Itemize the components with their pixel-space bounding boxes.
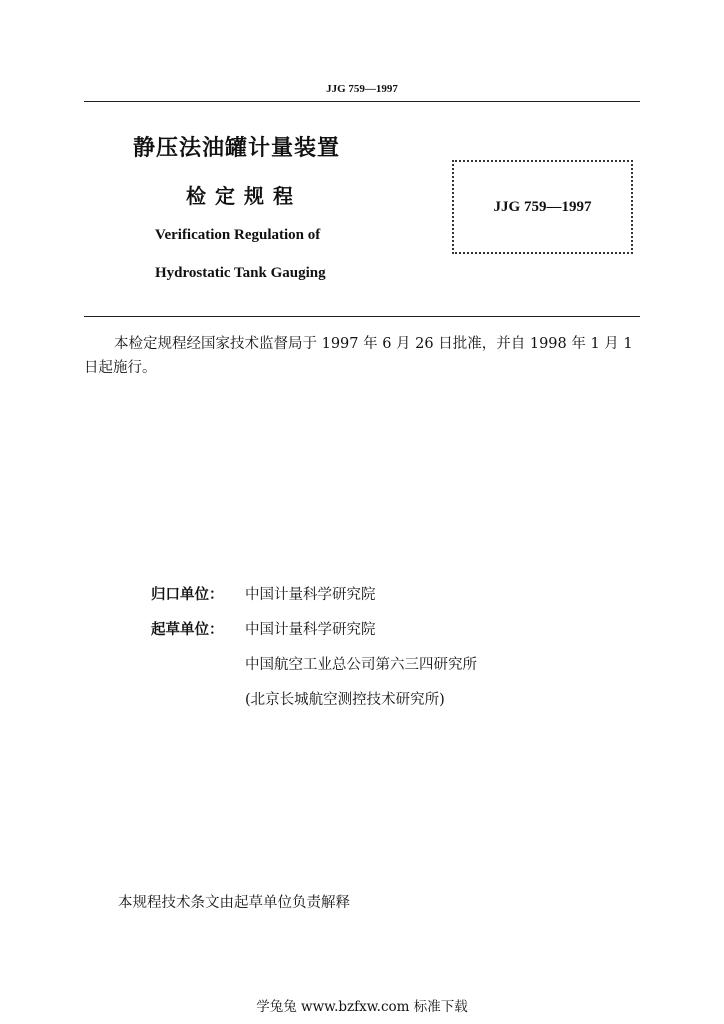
section-rule (84, 316, 640, 317)
drafting-unit-value-1: 中国计量科学研究院 (245, 622, 376, 638)
drafting-unit-value-3: (北京长城航空测控技术研究所) (245, 692, 445, 708)
responsible-unit-label: 归口单位： (151, 587, 224, 603)
standard-code-box (452, 160, 633, 254)
responsible-unit-value: 中国计量科学研究院 (245, 587, 376, 603)
document-title-cn: 静压法油罐计量装置 (133, 136, 341, 161)
document-title-en-line1: Verification Regulation of (155, 227, 321, 243)
approval-paragraph: 本检定规程经国家技术监督局于 1997 年 6 月 26 日批准，并自 1998 年 1 月 1 日起施行。 (84, 336, 633, 376)
drafting-unit-label: 起草单位： (151, 622, 224, 638)
document-subtitle-cn: 检定规程 (186, 184, 302, 208)
header-standard-code: JJG 759—1997 (326, 83, 398, 95)
interpretation-note: 本规程技术条文由起草单位负责解释 (118, 895, 350, 911)
drafting-unit-value-2: 中国航空工业总公司第六三四研究所 (245, 657, 477, 673)
document-title-en-line2: Hydrostatic Tank Gauging (155, 265, 326, 281)
top-rule (84, 101, 640, 102)
download-footer: 学兔兔 www.bzfxw.com 标准下载 (256, 999, 468, 1015)
standard-code: JJG 759—1997 (493, 198, 592, 215)
